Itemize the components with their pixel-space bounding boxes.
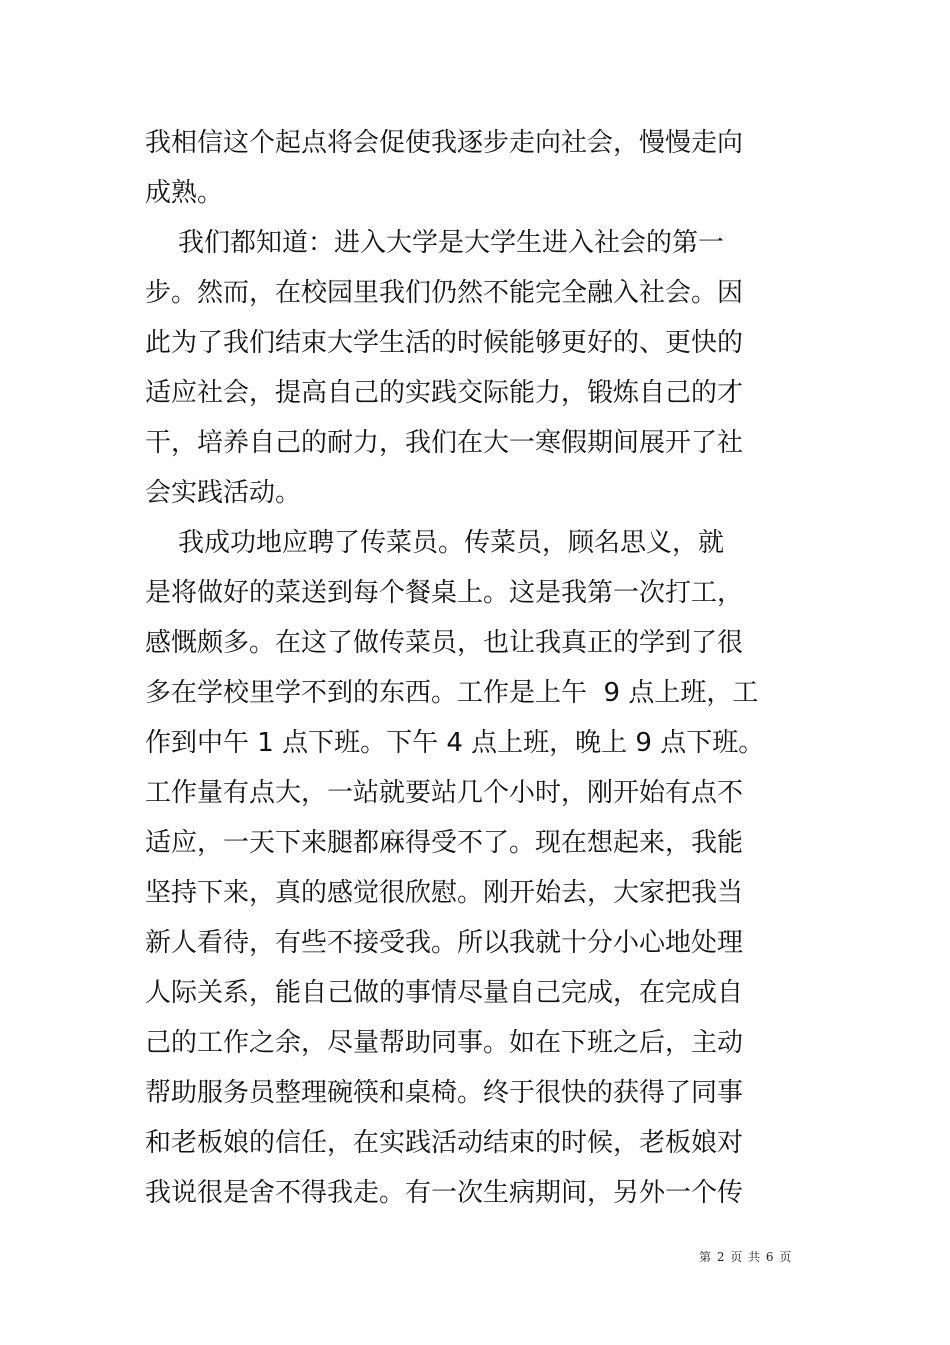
text-line: 和老板娘的信任，在实践活动结束的时候，老板娘对 [145, 1128, 744, 1158]
text-line: 我相信这个起点将会促使我逐步走向社会，慢慢走向 [145, 128, 744, 158]
text-line: 人际关系，能自己做的事情尽量自己完成，在完成自 [145, 978, 744, 1008]
text-line: 适应社会，提高自己的实践交际能力，锻炼自己的才 [145, 378, 744, 408]
text-line: 坚持下来，真的感觉很欣慰。刚开始去，大家把我当 [145, 878, 744, 908]
text-line: 是将做好的菜送到每个餐桌上。这是我第一次打工， [145, 578, 744, 608]
text-line: 新人看待，有些不接受我。所以我就十分小心地处理 [145, 928, 744, 958]
text-line: 我们都知道：进入大学是大学生进入社会的第一 [145, 228, 725, 258]
text-line: 会实践活动。 [145, 478, 302, 508]
text-line: 此为了我们结束大学生活的时候能够更好的、更快的 [145, 328, 744, 358]
text-line: 工作量有点大，一站就要站几个小时，刚开始有点不 [145, 778, 744, 808]
text-line: 己的工作之余，尽量帮助同事。如在下班之后，主动 [145, 1028, 744, 1058]
text-line: 我成功地应聘了传菜员。传菜员，顾名思义，就 [145, 528, 725, 558]
text-line: 步。然而，在校园里我们仍然不能完全融入社会。因 [145, 278, 744, 308]
text-line: 感慨颇多。在这了做传菜员，也让我真正的学到了很 [145, 628, 744, 658]
page-number: 第 2 页 共 6 页 [699, 1250, 793, 1264]
text-line: 作到中午 1 点下班。下午 4 点上班，晚上 9 点下班。 [145, 728, 765, 758]
text-line: 适应，一天下来腿都麻得受不了。现在想起来，我能 [145, 828, 744, 858]
text-line: 多在学校里学不到的东西。工作是上午 9 点上班，工 [145, 678, 759, 708]
text-line: 帮助服务员整理碗筷和桌椅。终于很快的获得了同事 [145, 1078, 744, 1108]
text-line: 我说很是舍不得我走。有一次生病期间，另外一个传 [145, 1178, 744, 1208]
text-line: 成熟。 [145, 178, 224, 208]
body-text [145, 118, 845, 1218]
text-line: 干，培养自己的耐力，我们在大一寒假期间展开了社 [145, 428, 744, 458]
